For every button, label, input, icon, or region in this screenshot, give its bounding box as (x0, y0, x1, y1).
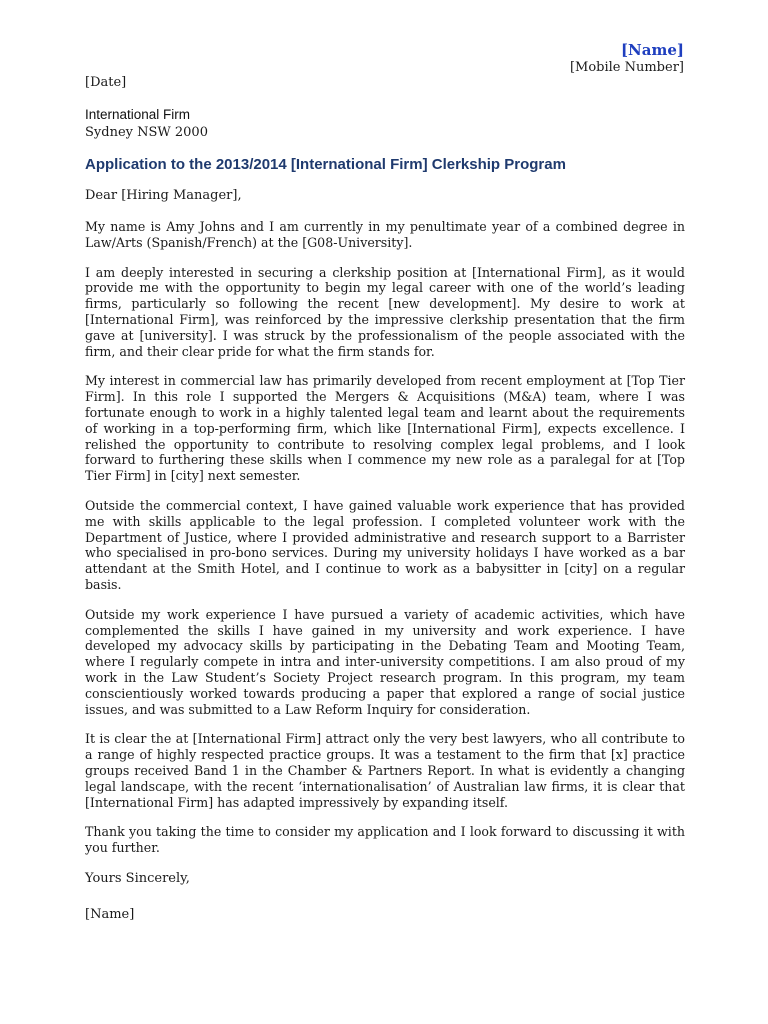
recipient-address: Sydney NSW 2000 (85, 125, 208, 140)
closing: Yours Sincerely, (85, 870, 190, 886)
paragraph-commercial: My interest in commercial law has primarily developed from recent employment at [Top Tier Firm]. In this role I supported the Mergers & Acquisitions (M&A) team, where I was fortunate enough to work in a highly talented legal team and learnt about the requirements of working in a top-performing firm, which like [International Firm], expects excellence. I relished the opportunity to contribute to resolving complex legal problems, and I look forward to furthering these skills when I commence my new role as a paralegal for at [Top Tier Firm] in [city] next semester. (85, 373, 685, 484)
sender-name: [Name] (620, 41, 684, 59)
letter-date: [Date] (85, 75, 127, 90)
letter-body (85, 74, 685, 923)
signature-name: [Name] (85, 906, 135, 922)
sender-block (570, 40, 684, 76)
paragraph-academic: Outside my work experience I have pursued a variety of academic activities, which have complemented the skills I have gained in my university and work experience. I have developed my advocacy skills by participating in the Debating Team and Mooting Team, where I regularly compete in intra and inter-university competitions. I am also proud of my work in the Law Student’s Society Project research program. In this program, my team conscientiously worked towards producing a paper that explored a range of social justice issues, and was submitted to a Law Reform Inquiry for consideration. (85, 606, 685, 717)
paragraph-thanks: Thank you taking the time to consider my application and I look forward to discussing it with you further. (85, 824, 685, 856)
paragraph-intro: My name is Amy Johns and I am currently in my penultimate year of a combined degree in Law/Arts (Spanish/French) at the [G08-University]. (85, 219, 685, 250)
paragraph-firm: It is clear the at [International Firm] attract only the very best lawyers, who all contribute to a range of highly respected practice groups. It was a testament to the firm that [x] practice groups received Band 1 in the Chamber & Partners Report. In what is evidently a changing legal landscape, with the recent ‘internationalisation’ of Australian law firms, it is clear that [International Firm] has adapted impressively by expanding itself. (85, 731, 685, 810)
paragraph-experience: Outside the commercial context, I have gained valuable work experience that has provided me with skills applicable to the legal profession. I completed volunteer work with the Department of Justice, where I provided administrative and research support to a Barrister who specialised in pro-bono services. During my university holidays I have worked as a bar attendant at the Smith Hotel, and I continue to work as a babysitter in [city] on a regular basis. (85, 497, 685, 592)
subject-heading: Application to the 2013/2014 [International Firm] Clerkship Program (85, 156, 566, 173)
sender-mobile: [Mobile Number] (569, 60, 684, 75)
salutation: Dear [Hiring Manager], (85, 188, 242, 203)
recipient-firm: International Firm (85, 107, 191, 122)
paragraph-interest: I am deeply interested in securing a clerkship position at [International Firm], as it would provide me with the opportunity to begin my legal career with one of the world’s leading firms, particularly so following the recent [new development]. My desire to work at [International Firm], was reinforced by the impressive clerkship presentation that the firm gave at [university]. I was struck by the professionalism of the people associated with the firm, and their clear pride for what the firm stands for. (85, 264, 685, 359)
